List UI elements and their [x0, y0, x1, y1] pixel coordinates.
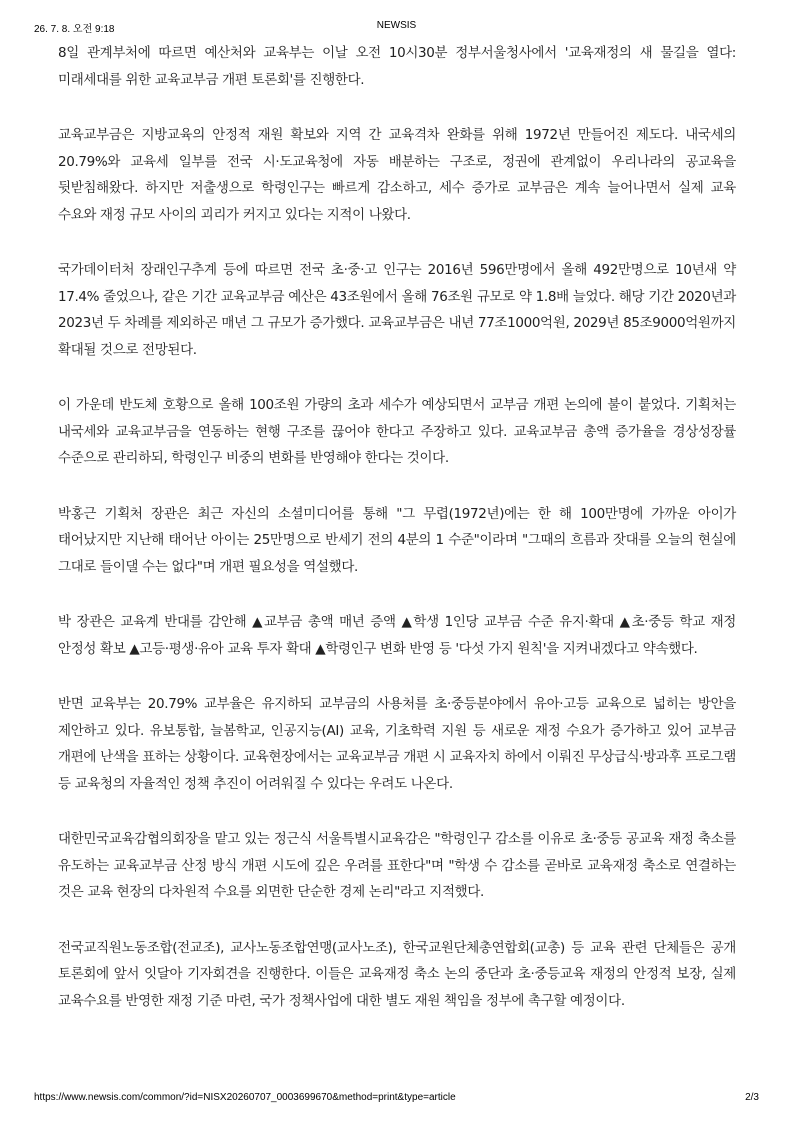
article-paragraph: 8일 관계부처에 따르면 예산처와 교육부는 이날 오전 10시30분 정부서울청사에서 '교육재정의 새 물길을 열다: 미래세대를 위한 교육교부금 개편 토론회'를 진행한다. — [58, 45, 736, 88]
article-paragraph: 대한민국교육감협의회장을 맡고 있는 정근식 서울특별시교육감은 "학령인구 감소를 이유로 초·중등 공교육 재정 축소를 유도하는 교육교부금 산정 방식 개편 시도에 깊은 우려를 표한다"며 "학생 수 감소를 곧바로 교육재정 축소로 연결하는 것은 교육 현장의 다차원적 수요를 외면한 단순한 경제 논리"라고 지적했다. — [58, 831, 736, 900]
article-paragraph: 전국교직원노동조합(전교조), 교사노동조합연맹(교사노조), 한국교원단체총연합회(교총) 등 교육 관련 단체들은 공개 토론회에 앞서 잇달아 기자회견을 진행한다. 이들은 교육재정 축소 논의 중단과 초·중등교육 재정의 안정적 보장, 실제 교육수요를 반영한 재정 기준 마련, 국가 정책사업에 대한 별도 재원 책임을 정부에 촉구할 예정이다. — [58, 939, 736, 1009]
print-datetime: 26. 7. 8. 오전 9:18 — [34, 24, 115, 35]
page-url[interactable]: https://www.newsis.com/common/?id=NISX20260707_0003699670&method=print&type=article — [34, 1092, 456, 1103]
article-paragraph: 교육교부금은 지방교육의 안정적 재원 확보와 지역 간 교육격차 완화를 위해 1972년 만들어진 제도다. 내국세의 20.79%와 교육세 일부를 전국 시·도교육청에 자동 배분하는 구조로, 정권에 관계없이 우리나라의 공교육을 뒷받침해왔다. 하지만 저출생으로 학령인구는 빠르게 감소하고, 세수 증가로 교부금은 계속 늘어나면서 실제 교육 수요와 재정 규모 사이의 괴리가 커지고 있다는 지적이 나왔다. — [58, 127, 736, 223]
site-name: NEWSIS — [376, 20, 417, 31]
article-paragraph: 반면 교육부는 20.79% 교부율은 유지하되 교부금의 사용처를 초·중등분야에서 유아·고등 교육으로 넓히는 방안을 제안하고 있다. 유보통합, 늘봄학교, 인공지능(AI) 교육, 기초학력 지원 등 새로운 재정 수요가 증가하고 있어 교부금 개편에 난색을 표하는 상황이다. 교육현장에서는 교육교부금 개편 시 교육자치 하에서 이뤄진 무상급식·방과후 프로그램 등 교육청의 자율적인 정책 추진이 어려워질 수 있다는 우려도 나온다. — [58, 696, 736, 792]
print-footer — [34, 1092, 759, 1106]
article-body — [58, 40, 736, 1043]
article-paragraph: 박 장관은 교육계 반대를 감안해 ▲교부금 총액 매년 증액 ▲학생 1인당 교부금 수준 유지·확대 ▲초·중등 학교 재정 안정성 확보 ▲고등·평생·유아 교육 투자 확대 ▲학령인구 변화 반영 등 '다섯 가지 원칙'을 지켜내겠다고 약속했다. — [58, 614, 736, 657]
print-header — [34, 20, 759, 34]
article-paragraph: 국가데이터처 장래인구추계 등에 따르면 전국 초·중·고 인구는 2016년 596만명에서 올해 492만명으로 10년새 약 17.4% 줄었으나, 같은 기간 교육교부금 예산은 43조원에서 올해 76조원 규모로 약 1.8배 늘었다. 해당 기간 2020년과 2023년 두 차례를 제외하곤 매년 그 규모가 증가했다. 교육교부금은 내년 77조1000억원, 2029년 85조9000억원까지 확대될 것으로 전망된다. — [58, 262, 736, 358]
page-number: 2/3 — [745, 1092, 759, 1103]
article-paragraph: 이 가운데 반도체 호황으로 올해 100조원 가량의 초과 세수가 예상되면서 교부금 개편 논의에 불이 붙었다. 기획처는 내국세와 교육교부금을 연동하는 현행 구조를 끊어야 한다고 주장하고 있다. 교육교부금 총액 증가율을 경상성장률 수준으로 관리하되, 학령인구 비중의 변화를 반영해야 한다는 것이다. — [58, 397, 736, 466]
article-paragraph: 박홍근 기획처 장관은 최근 자신의 소셜미디어를 통해 "그 무렵(1972년)에는 한 해 100만명에 가까운 아이가 태어났지만 지난해 태어난 아이는 25만명으로 반세기 전의 4분의 1 수준"이라며 "그때의 흐름과 잣대를 오늘의 현실에 그대로 들이댈 수는 없다"며 개편 필요성을 역설했다. — [58, 505, 736, 575]
